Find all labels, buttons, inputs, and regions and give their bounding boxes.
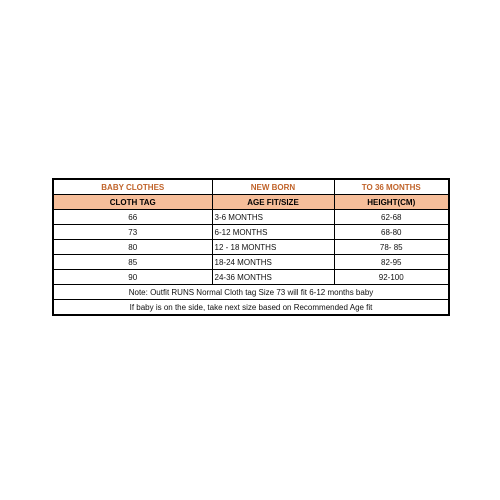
- column-header-row: [53, 195, 449, 210]
- cloth-tag-cell: 73: [53, 225, 212, 240]
- table-row: [53, 270, 449, 285]
- cloth-tag-cell: 90: [53, 270, 212, 285]
- table-row: [53, 240, 449, 255]
- cloth-tag-cell: 80: [53, 240, 212, 255]
- header-row: [53, 179, 449, 195]
- age-fit-cell: 6-12 MONTHS: [212, 225, 334, 240]
- column-header-cloth-tag: CLOTH TAG: [53, 195, 212, 210]
- table-row: [53, 225, 449, 240]
- column-header-age-fit: AGE FIT/SIZE: [212, 195, 334, 210]
- cloth-tag-cell: 66: [53, 210, 212, 225]
- age-fit-cell: 24-36 MONTHS: [212, 270, 334, 285]
- header-to-36-months: TO 36 MONTHS: [334, 179, 449, 195]
- age-fit-cell: 18-24 MONTHS: [212, 255, 334, 270]
- height-cell: 78- 85: [334, 240, 449, 255]
- age-fit-cell: 3-6 MONTHS: [212, 210, 334, 225]
- note-row: [53, 300, 449, 316]
- header-new-born: NEW BORN: [212, 179, 334, 195]
- size-chart-table: [52, 178, 450, 316]
- height-cell: 92-100: [334, 270, 449, 285]
- height-cell: 82-95: [334, 255, 449, 270]
- height-cell: 68-80: [334, 225, 449, 240]
- column-header-height: HEIGHT(CM): [334, 195, 449, 210]
- note-text: If baby is on the side, take next size based on Recommended Age fit: [53, 300, 449, 316]
- note-text: Note: Outfit RUNS Normal Cloth tag Size 73 will fit 6-12 months baby: [53, 285, 449, 300]
- table-row: [53, 255, 449, 270]
- header-baby-clothes: BABY CLOTHES: [53, 179, 212, 195]
- note-row: [53, 285, 449, 300]
- age-fit-cell: 12 - 18 MONTHS: [212, 240, 334, 255]
- cloth-tag-cell: 85: [53, 255, 212, 270]
- height-cell: 62-68: [334, 210, 449, 225]
- table-row: [53, 210, 449, 225]
